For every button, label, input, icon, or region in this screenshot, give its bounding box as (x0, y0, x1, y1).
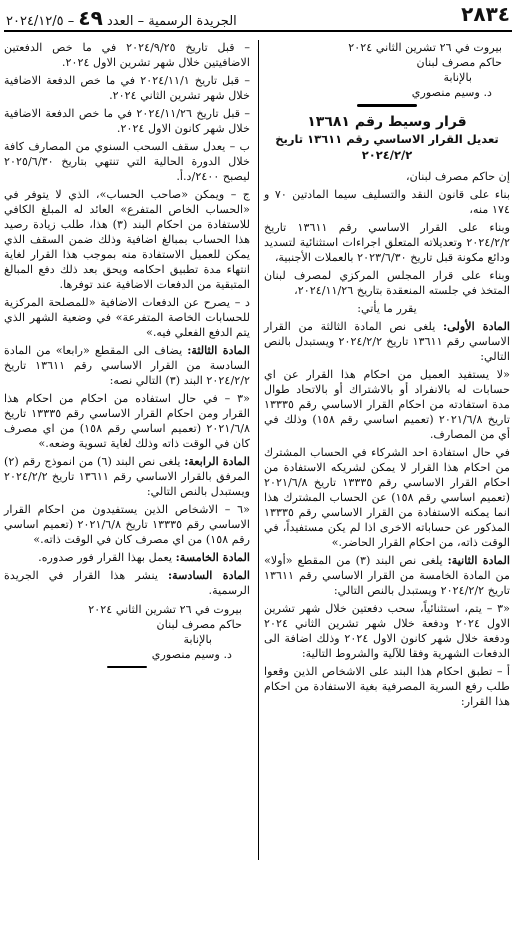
paragraph: وبناء على قرار المجلس المركزي لمصرف لبنان المتخذ في جلسته المنعقدة بتاريخ ٢٠٢٤/١١/٢٦، (264, 269, 510, 297)
paragraph: – قبل تاريخ ٢٠٢٤/١١/١ في ما خص الدفعة الاضافية خلال شهر تشرين الثاني ٢٠٢٤. (4, 74, 250, 102)
article-label: المادة الثالثة: (187, 343, 250, 357)
article-text: يعمل بهذا القرار فور صدوره. (38, 551, 176, 564)
article-1 (264, 319, 510, 364)
paragraph: – قبل تاريخ ٢٠٢٤/٩/٢٥ في ما خص الدفعتين الاضافيتين خلال شهر تشرين الاول ٢٠٢٤. (4, 41, 250, 69)
article-text: يلغى نص المادة الثالثة من القرار الاساسي رقم ١٣٦١١ تاريخ ٢٠٢٤/٢/٢ ويستبدل بالنص التالي: (264, 320, 510, 363)
article-text: يضاف الى المقطع «رابعا» من المادة السادسة من القرار الاساسي رقم ١٣٦١١ تاريخ ٢٠٢٤/٢/٢ البند (٣) التالي نصه: (4, 344, 250, 387)
article-5 (4, 550, 250, 565)
paragraph: بناء على قانون النقد والتسليف سيما المادتين ٧٠ و ١٧٤ منه، (264, 188, 510, 216)
separator (107, 666, 147, 668)
separator (357, 104, 417, 107)
paragraph: «٣ – في حال استفاده من احكام من احكام هذا القرار ومن احكام القرار الاساسي رقم ١٣٣٣٥ تاريخ ٢٠٢١/٦/٨ (تعميم اساسي رقم ١٥٨) من اي مصرف كان في الوقت ذاته وذلك لغاية تسوية وضعه.» (4, 392, 250, 450)
paragraph: ج – ويمكن «صاحب الحساب»، الذي لا يتوفر في «الحساب الخاص المتفرع» العائد له المبلغ الكافي للاستفادة من احكام البند (٣) هذا، طلب زيادة رصيد هذا الحساب بمبالغ اضافية وذلك ضمن السقف الذي يمكن للعميل الاستفادة منه بموجب هذا القرار لغاية انتهاء مدة تطبيق احكامه ويحق بعد ذلك دفع المبالغ المتبقية من الدفعات الاضافية عند توفرها. (4, 188, 250, 291)
signature-line: بالإنابة (183, 633, 212, 646)
right-column (264, 40, 510, 934)
decision-subtitle: تعديل القرار الاساسي رقم ١٣٦١١ تاريخ ٢٠٢٤/٢/٢ (275, 132, 499, 162)
signature-line: حاكم مصرف لبنان (416, 56, 502, 69)
signature-line: د. وسيم منصوري (151, 648, 232, 661)
paragraph: ب – يعدل سقف السحب السنوي من المصارف كافة خلال الدورة الحالية التي تنتهي بتاريخ ٢٠٢٥/٦/٣٠ ليصبح ٢٤٠٠/د.أ. (4, 140, 250, 183)
article-label: المادة الثانية: (447, 553, 510, 567)
issue-number: ٤٩ (78, 6, 103, 30)
article-label: المادة الرابعة: (184, 454, 250, 468)
paragraph: «٦ – الاشخاص الذين يستفيدون من احكام القرار الاساسي رقم ١٣٣٣٥ تاريخ ٢٠٢١/٦/٨ (تعميم اساسي رقم ١٥٨) من اي مصرف كان في الوقت ذاته.» (4, 503, 250, 546)
paragraph: في حال استفادة احد الشركاء في الحساب المشترك من احكام هذا القرار لا يمكن لشريكه الاستفادة من احكام القرار الاساسي رقم ١٣٣٣٥ تاريخ ٢٠٢١/٦/٨ (تعميم اساسي رقم ١٥٨) عن الحساب المشترك هذا انما يمكنه الاستفادة من القرار الاساسي رقم ١٣٣٣٥ المذكور عن حساباته الاخرى اذا لم يكن مستفيداً، في الوقت ذاته، من احكام القرار الحاضر.» (264, 446, 511, 549)
article-4 (4, 454, 250, 499)
paragraph: «لا يستفيد العميل من احكام هذا القرار عن اي حسابات له بالانفراد أو بالاشتراك أو بالاتحاد طوال مدة استفادته من احكام القرار الاساسي رقم ١٣٣٣٥ تاريخ ٢٠٢١/٦/٨ (تعميم اساسي رقم ١٥٨) وذلك في أي من المصارف. (264, 368, 510, 441)
paragraph: وبناء على القرار الاساسي رقم ١٣٦١١ تاريخ ٢٠٢٤/٢/٢ وتعديلاته المتعلق اجراءات استثنائية لتسديد ودائع مكونة قبل تاريخ ٢٠٢٣/٦/٣٠ بالعملات الأجنبية، (264, 221, 510, 264)
signature-block-top (264, 40, 502, 100)
signature-line: بيروت في ٢٦ تشرين الثاني ٢٠٢٤ (88, 603, 242, 616)
paragraph: أ – تطبق احكام هذا البند على الاشخاص الذين وقعوا طلب رفع السرية المصرفية بغية الاستفادة من احكام هذا القرار: (264, 665, 510, 708)
signature-block-bottom (4, 602, 242, 662)
issue-info (6, 6, 237, 30)
column-divider (258, 40, 259, 860)
signature-line: بيروت في ٢٦ تشرين الثاني ٢٠٢٤ (348, 41, 502, 54)
decides-line: يقرر ما يأتي: (357, 302, 417, 315)
signature-line: حاكم مصرف لبنان (156, 618, 242, 631)
header-rule (4, 30, 512, 32)
article-text: ينشر هذا القرار في الجريدة الرسمية. (4, 569, 250, 597)
article-label: المادة السادسة: (167, 568, 250, 582)
paragraph: – قبل تاريخ ٢٠٢٤/١١/٢٦ في ما خص الدفعة الاضافية خلال شهر كانون الاول ٢٠٢٤. (4, 107, 250, 135)
paragraph: إن حاكم مصرف لبنان، (406, 170, 510, 183)
publication-name: الجريدة الرسمية – العدد (106, 14, 237, 29)
issue-date: – ٢٠٢٤/١٢/٥ (6, 14, 75, 29)
signature-line: بالإنابة (443, 71, 472, 84)
paragraph: «٣ – يتم، استثنائياً، سحب دفعتين خلال شهر تشرين الاول ٢٠٢٤ ودفعة خلال شهر تشرين الثاني ٢٠٢٤ ودفعة خلال شهر كانون الاول ٢٠٢٤ وذلك اضافة الى الدفعات الشهرية وفقا للآلية والشروط التالية: (264, 602, 510, 660)
article-text: يلغى نص البند (٦) من انموذج رقم (٢) المرفق بالقرار الاساسي رقم ١٣٦١١ تاريخ ٢٠٢٤/٢/٢ ويستبدل بالنص التالي: (4, 455, 250, 498)
article-2 (264, 553, 510, 598)
signature-line: د. وسيم منصوري (411, 86, 492, 99)
article-text: يلغى نص البند (٣) من المقطع «أولا» من المادة الخامسة من القرار الاساسي رقم ١٣٦١١ تاريخ ٢٠٢٤/٢/٢ ويستبدل بالنص التالي: (264, 554, 510, 597)
article-label: المادة الخامسة: (175, 550, 250, 564)
decision-title: قرار وسيط رقم ١٣٦٨١ (307, 114, 467, 130)
article-6 (4, 568, 250, 598)
left-column (4, 40, 250, 934)
article-3 (4, 343, 250, 388)
page-header (0, 0, 516, 30)
paragraph: د – يصرح عن الدفعات الاضافية «للمصلحة المركزية للحسابات الخاصة المتفرعة» في وضعية الشهر الذي يتم الدفع الفعلي فيه.» (4, 296, 250, 339)
page-number: ٢٨٣٤ (461, 2, 510, 26)
article-label: المادة الأولى: (443, 319, 511, 333)
